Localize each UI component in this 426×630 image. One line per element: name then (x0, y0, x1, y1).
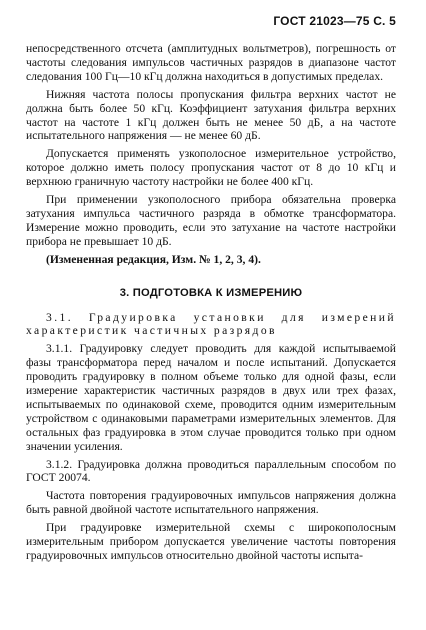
paragraph-highpass-filter: Нижняя частота полосы пропускания фильтра верхних частот не должна быть более 50 кГц. Коэффициент затухания фильтра верхних частот на частоте 1 кГц должен быть не менее 50 дБ, а на частоте испытательного напряжения — не менее 60 дБ. (26, 87, 396, 143)
paragraph-continuation: непосредственного отсчета (амплитудных вольтметров), погрешность от частоты следования импульсов частичных разрядов в диапазоне частот следования 100 Гц—10 кГц должна находиться в допустимых пределах. (26, 42, 396, 83)
paragraph-pulse-frequency: Частота повторения градуировочных импульсов напряжения должна быть равной двойной частоте испытательного напряжения. (26, 489, 396, 517)
clause-3-1-2: 3.1.2. Градуировка должна проводиться параллельным способом по ГОСТ 20074. (26, 457, 396, 485)
paragraph-narrowband-device: Допускается применять узкополосное измерительное устройство, которое должно иметь полосу пропускания частот от 8 до 10 кГц и верхнюю граничную частоту настройки не более 400 кГц. (26, 147, 396, 189)
page-header: ГОСТ 21023—75 С. 5 (273, 14, 396, 28)
paragraph-wideband-calibration: При градуировке измерительной схемы с широкополосным измерительным прибором допускается увеличение частоты повторения градуировочных импульсов относительно двойной частоты испыта- (26, 521, 396, 562)
edition-note: (Измененная редакция, Изм. № 1, 2, 3, 4). (46, 252, 261, 266)
clause-3-1-1: 3.1.1. Градуировку следует проводить для каждой испытываемой фазы трансформатора перед началом и после испытаний. Допускается проводить градуировку в полном объеме только для одной фазы, если измерение характеристик частичных разрядов в двух или трех фазах, испытываемых по одинаковой схеме, проводится одним измерительным устройством с одинаковыми параметрами измерительных элементов. Для остальных фаз градуировка в этом случае проводится только при одном значении усиления. (26, 342, 396, 453)
page-body (26, 42, 396, 563)
section-title: 3. ПОДГОТОВКА К ИЗМЕРЕНИЮ (119, 286, 303, 299)
clause-3-1: 3.1. Градуировка установки для измерений характеристик частичных разрядов (26, 310, 396, 338)
paragraph-attenuation-check: При применении узкополосного прибора обязательна проверка затухания импульса частичного разряда в обмотке трансформатора. Измерение можно проводить, если это затухание на частоте настройки прибора не превышает 10 дБ. (26, 193, 396, 248)
